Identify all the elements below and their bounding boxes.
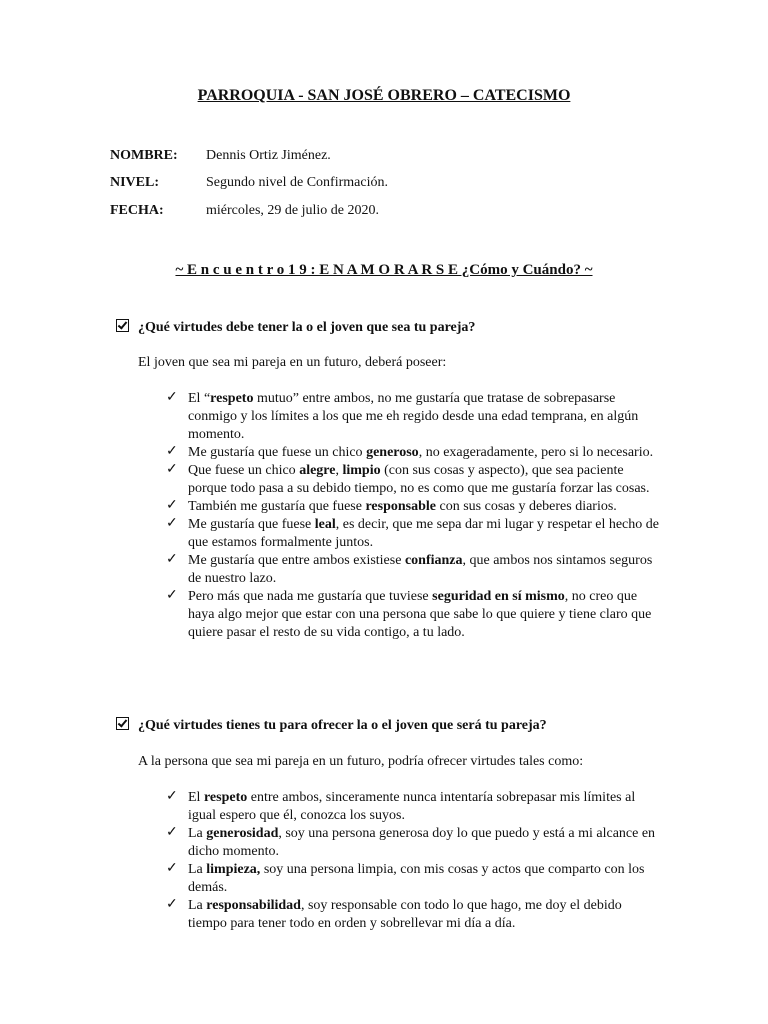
emphasis-text: alegre bbox=[299, 463, 336, 478]
check-mark-icon: ✓ bbox=[166, 897, 178, 912]
emphasis-text: limpieza, bbox=[206, 862, 261, 877]
info-row-fecha bbox=[110, 203, 379, 219]
item-text: Me gustaría que entre ambos existiese bbox=[188, 553, 405, 568]
item-text: La bbox=[188, 862, 207, 877]
check-mark-icon: ✓ bbox=[166, 588, 178, 603]
list-item bbox=[0, 789, 660, 825]
item-text: , no creo que haya algo mejor que estar con una persona que sabe lo que quiere y tiene claro que quiere pasar el resto de su vida contigo, a tu lado. bbox=[188, 589, 652, 640]
info-value: Dennis Ortiz Jiménez. bbox=[206, 148, 331, 163]
emphasis-text: limpio bbox=[342, 463, 381, 478]
check-mark-icon: ✓ bbox=[166, 552, 178, 567]
emphasis-text: leal bbox=[314, 517, 336, 532]
list-item bbox=[0, 498, 660, 516]
question-text: ¿Qué virtudes debe tener la o el joven que sea tu pareja? bbox=[138, 320, 476, 335]
list-item bbox=[0, 516, 660, 552]
item-text: Me gustaría que fuese bbox=[188, 517, 315, 532]
encounter-subtitle: ~ E n c u e n t r o 1 9 : E N A M O R A R S E ¿Cómo y Cuándo? ~ bbox=[175, 262, 593, 278]
list-item bbox=[0, 390, 660, 444]
info-row-nivel bbox=[110, 175, 388, 191]
item-text: Pero más que nada me gustaría que tuviese bbox=[188, 589, 433, 604]
info-value: miércoles, 29 de julio de 2020. bbox=[206, 203, 380, 218]
item-text: , es decir, que me sepa dar mi lugar y respetar el hecho de que estamos formalmente juntos. bbox=[188, 517, 659, 550]
question-text: ¿Qué virtudes tienes tu para ofrecer la o el joven que será tu pareja? bbox=[138, 718, 547, 733]
checked-box-icon bbox=[116, 717, 129, 730]
emphasis-text: seguridad en sí mismo bbox=[432, 589, 565, 604]
emphasis-text: confianza bbox=[404, 553, 463, 568]
item-text: (con sus cosas y aspecto), que sea paciente porque todo pasa a su debido tiempo, no es como que me gustaría forzar las cosas. bbox=[188, 463, 650, 496]
emphasis-text: generosidad bbox=[206, 826, 279, 841]
emphasis-text: responsabilidad bbox=[206, 898, 301, 913]
item-text: Me gustaría que fuese un chico bbox=[188, 445, 367, 460]
list-item bbox=[0, 825, 660, 861]
check-mark-icon: ✓ bbox=[166, 861, 178, 876]
item-text: La bbox=[188, 826, 207, 841]
item-text: , soy responsable con todo lo que hago, me doy el debido tiempo para tener todo en orden y sobrellevar mi día a día. bbox=[188, 898, 622, 931]
check-mark-icon: ✓ bbox=[166, 444, 178, 459]
question-1 bbox=[116, 319, 475, 336]
virtues-list-1 bbox=[0, 390, 660, 642]
check-mark-icon: ✓ bbox=[166, 462, 178, 477]
item-text: El “ bbox=[188, 391, 211, 406]
item-text: Que fuese un chico bbox=[188, 463, 300, 478]
check-mark-icon: ✓ bbox=[166, 498, 178, 513]
emphasis-text: generoso bbox=[366, 445, 419, 460]
item-text: , que ambos nos sintamos seguros de nuestro lazo. bbox=[188, 553, 653, 586]
item-text: entre ambos, sinceramente nunca intentaría sobrepasar mis límites al igual espero que él, conozca los suyos. bbox=[188, 790, 636, 823]
virtues-list-2 bbox=[0, 789, 660, 933]
emphasis-text: responsable bbox=[365, 499, 437, 514]
info-row-nombre bbox=[110, 148, 331, 164]
item-text: mutuo” entre ambos, no me gustaría que tratase de sobrepasarse conmigo y los límites a los que me eh regido desde una edad temprana, en algún momento. bbox=[188, 391, 639, 442]
check-mark-icon: ✓ bbox=[166, 789, 178, 804]
info-label: FECHA: bbox=[110, 203, 164, 218]
list-item bbox=[0, 552, 660, 588]
info-label: NIVEL: bbox=[110, 175, 160, 190]
item-text: El bbox=[188, 790, 204, 805]
list-item bbox=[0, 462, 660, 498]
list-item bbox=[0, 897, 660, 933]
check-mark-icon: ✓ bbox=[166, 516, 178, 531]
intro-2: A la persona que sea mi pareja en un futuro, podría ofrecer virtudes tales como: bbox=[138, 754, 584, 769]
item-text: , bbox=[335, 463, 343, 478]
item-text: soy una persona limpia, con mis cosas y actos que comparto con los demás. bbox=[188, 862, 645, 895]
item-text: , no exageradamente, pero si lo necesario. bbox=[418, 445, 654, 460]
intro-1: El joven que sea mi pareja en un futuro, deberá poseer: bbox=[138, 355, 447, 370]
list-item bbox=[0, 861, 660, 897]
check-mark-icon: ✓ bbox=[166, 390, 178, 405]
emphasis-text: respeto bbox=[203, 790, 248, 805]
item-text: También me gustaría que fuese bbox=[188, 499, 366, 514]
info-label: NOMBRE: bbox=[110, 148, 178, 163]
question-2 bbox=[116, 717, 547, 734]
info-value: Segundo nivel de Confirmación. bbox=[206, 175, 388, 190]
list-item bbox=[0, 444, 660, 462]
list-item bbox=[0, 588, 660, 642]
item-text: con sus cosas y deberes diarios. bbox=[436, 499, 617, 514]
item-text: , soy una persona generosa doy lo que puedo y está a mi alcance en dicho momento. bbox=[188, 826, 656, 859]
emphasis-text: respeto bbox=[210, 391, 254, 406]
document-title: PARROQUIA - SAN JOSÉ OBRERO – CATECISMO bbox=[197, 87, 571, 104]
check-mark-icon: ✓ bbox=[166, 825, 178, 840]
item-text: La bbox=[188, 898, 207, 913]
checked-box-icon bbox=[116, 319, 129, 332]
